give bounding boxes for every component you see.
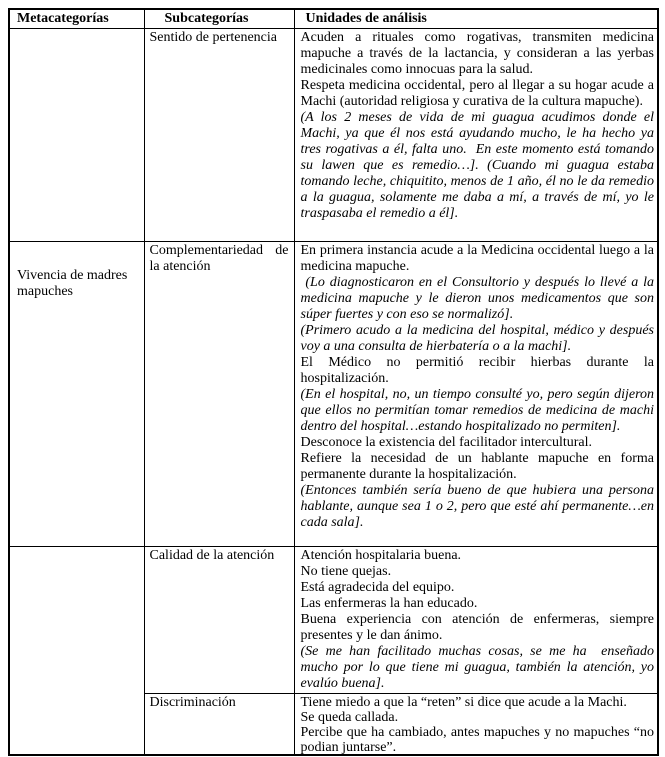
table-header-row [9, 9, 658, 29]
units-cell-sentido-de-pertenencia [294, 29, 658, 242]
subcategory-label: Calidad de la atención [149, 548, 275, 563]
subcategory-cell-complementariedad [144, 242, 294, 547]
header-subcategorias-label: Subcategorías [164, 11, 249, 26]
unit-paragraph: Está agradecida del equipo. [300, 580, 455, 595]
unit-paragraph: Buena experiencia con atención de enfermeras, siempre presentes y le dan ánimo. [300, 612, 654, 643]
unit-paragraph: Respeta medicina occidental, pero al llegar a su hogar acude a Machi (autoridad religiosa y curativa de la cultura mapuche). [300, 78, 654, 109]
unit-quote-paragraph: (Primero acudo a la medicina del hospital, médico y después voy a una consulta de hierbatería o a la machi]. [300, 323, 654, 354]
unit-paragraph: Tiene miedo a que la “reten” si dice que acude a la Machi. [300, 695, 627, 710]
table-row-complementariedad [9, 242, 658, 547]
qualitative-analysis-table [8, 8, 659, 756]
unit-paragraph: En primera instancia acude a la Medicina occidental luego a la medicina mapuche. [300, 243, 654, 274]
subcategory-label: Discriminación [149, 695, 236, 710]
subcategory-cell-discriminacion [144, 694, 294, 756]
unit-quote-paragraph: (Lo diagnosticaron en el Consultorio y después lo llevé a la medicina mapuche y le dieron unos medicamentos que son súper fuertes y con eso se normalizó]. [300, 275, 654, 322]
unit-paragraph: Atención hospitalaria buena. [300, 548, 462, 563]
units-cell-complementariedad [294, 242, 658, 547]
subcategory-cell-sentido-de-pertenencia [144, 29, 294, 242]
header-metacategorias-label: Metacategorías [17, 11, 109, 26]
unit-paragraph: Acuden a rituales como rogativas, transmiten medicina mapuche a través de la lactancia, y consideran a las yerbas medicinales como innocuas para la salud. [300, 30, 654, 77]
header-unidades-de-analisis [294, 9, 658, 29]
header-unidades-label: Unidades de análisis [305, 11, 427, 26]
header-subcategorias [144, 9, 294, 29]
units-cell-calidad [294, 547, 658, 694]
subcategory-cell-calidad [144, 547, 294, 694]
metacategory-cell-empty-bottom [9, 547, 144, 756]
unit-paragraph: Desconoce la existencia del facilitador intercultural. [300, 435, 593, 450]
metacategory-cell-vivencia [9, 242, 144, 547]
subcategory-label: Complementariedad de la atención [149, 243, 289, 274]
metacategory-label: Vivencia de madres mapuches [17, 268, 128, 299]
unit-paragraph: El Médico no permitió recibir hierbas durante la hospitalización. [300, 355, 654, 386]
unit-paragraph: Las enfermeras la han educado. [300, 596, 478, 611]
unit-paragraph: Refiere la necesidad de un hablante mapuche en forma permanente durante la hospitalización. [300, 451, 654, 482]
metacategory-cell-empty-top [9, 29, 144, 242]
unit-paragraph: Percibe que ha cambiado, antes mapuches y no mapuches “no podian juntarse”. [300, 725, 654, 754]
metacategory-empty [10, 29, 144, 241]
unit-quote-paragraph: (Se me han facilitado muchas cosas, se me ha enseñado mucho por lo que tiene mi guagua, también la atención, yo evalúo buena]. [300, 644, 654, 691]
unit-quote-paragraph: (A los 2 meses de vida de mi guagua acudimos donde el Machi, ya que él nos está ayudando mucho, le ha hecho ya tres rogativas a él, falta uno. En este momento está tomando su lawen que es remedio…]. (Cuando mi guagua estaba tomando leche, chiquitito, menos de 1 año, él no le da remedio a la guagua, solamente me daba a mí, a través de mí, yo le traspasaba el remedio a él]. [300, 110, 654, 221]
table-row-calidad [9, 547, 658, 694]
subcategory-label: Sentido de pertenencia [149, 30, 278, 45]
metacategory-empty [10, 547, 144, 693]
unit-quote-paragraph: (Entonces también sería bueno de que hubiera una persona hablante, aunque sea 1 o 2, pero que esté ahí permanente…en cada sala]. [300, 483, 654, 530]
unit-quote-paragraph: (En el hospital, no, un tiempo consulté yo, pero según dijeron que ellos no permitían tomar remedios de medicina de machi dentro del hospital…estando hospitalizado no permiten]. [300, 387, 654, 434]
unit-paragraph: No tiene quejas. [300, 564, 392, 579]
unit-paragraph: Se queda callada. [300, 710, 399, 725]
units-cell-discriminacion [294, 694, 658, 756]
table-row-sentido-de-pertenencia [9, 29, 658, 242]
header-metacategorias [9, 9, 144, 29]
